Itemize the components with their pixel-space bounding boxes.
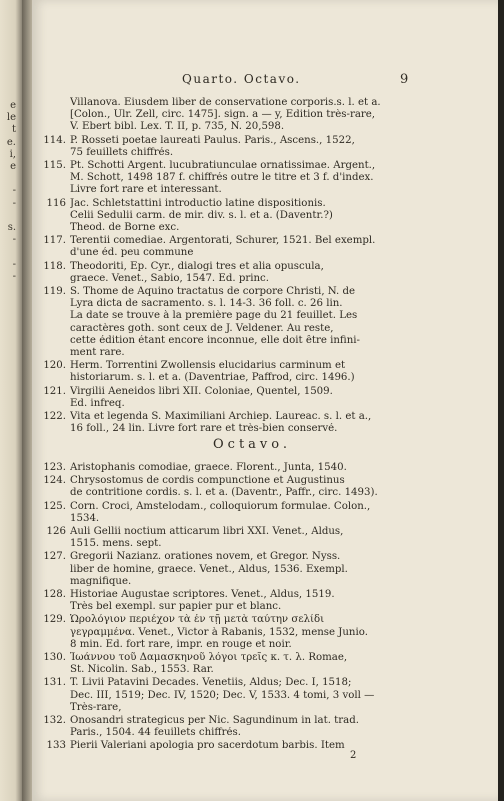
entry-text-line: Theodoriti, Ep. Cyr., dialogi tres et alia opuscula, bbox=[70, 260, 324, 272]
entry-text-line: de contritione cordis. s. l. et a. (Daventr., Paffr., circ. 1493). bbox=[70, 487, 378, 499]
entry-text-line: Terentii comediae. Argentorati, Schurer, 1521. Bel exempl. bbox=[70, 235, 376, 247]
entry-number: 125. bbox=[43, 500, 66, 512]
catalog-entry bbox=[32, 235, 472, 259]
entry-text-line: Lyra dicta de sacramento. s. l. 14-3. 36 foll. c. 26 lin. bbox=[70, 298, 343, 310]
entry-text-line: T. Livii Patavini Decades. Venetiis, Aldus; Dec. I, 1518; bbox=[70, 677, 352, 689]
entry-text-line: cette édition étant encore inconnue, elle doit être infini- bbox=[70, 334, 360, 346]
entry-number: 128. bbox=[43, 589, 66, 601]
entry-number: 124. bbox=[43, 475, 66, 487]
section-heading-octavo: Octavo. bbox=[213, 437, 291, 452]
facing-page-fragment: e. bbox=[6, 136, 16, 148]
entry-text-line: Très bel exempl. sur papier pur et blanc. bbox=[70, 601, 282, 613]
entry-text-line: S. Thome de Aquino tractatus de corpore Christi, N. de bbox=[70, 286, 356, 298]
entry-text-line: Dec. III, 1519; Dec. IV, 1520; Dec. V, 1533. 4 tomi, 3 voll — bbox=[70, 689, 375, 701]
entry-text-line: Theod. de Borne exc. bbox=[70, 222, 180, 234]
entry-text-line: Vita et legenda S. Maximiliani Archiep. Laureac. s. l. et a., bbox=[70, 411, 372, 423]
entry-text-line: Villanova. Eiusdem liber de conservatione corporis.s. l. et a. bbox=[70, 97, 381, 108]
entry-text-line: γεγραμμένα. Venet., Victor à Rabanis, 1532, mense Junio. bbox=[70, 626, 368, 638]
entry-number: 117. bbox=[43, 235, 66, 247]
entry-text-line: 8 min. Ed. fort rare, impr. en rouge et noir. bbox=[70, 638, 292, 650]
entry-text-line: Très-rare, bbox=[70, 701, 122, 713]
catalog-entry bbox=[32, 160, 472, 197]
entry-text-line: Auli Gellii noctium atticarum libri XXI. Venet., Aldus, bbox=[70, 526, 344, 538]
signature-mark: 2 bbox=[350, 750, 357, 761]
entry-text-line: [Colon., Ulr. Zell, circ. 1475]. sign. a — y, Edition très-rare, bbox=[70, 109, 376, 121]
catalog-page bbox=[32, 0, 498, 801]
catalog-entry bbox=[32, 740, 472, 752]
facing-page-fragment: le bbox=[6, 112, 16, 124]
entry-text-line: Jac. Schletstattini introductio latine dispositionis. bbox=[70, 197, 326, 209]
entry-number: 123. bbox=[43, 462, 66, 473]
entry-text-line: ment rare. bbox=[70, 347, 125, 359]
catalog-entry bbox=[32, 135, 472, 159]
facing-page-fragment: - bbox=[12, 197, 16, 209]
quarto-entry-list bbox=[32, 97, 472, 436]
octavo-entry-list bbox=[32, 462, 472, 754]
entry-text-line: Historiae Augustae scriptores. Venet., Aldus, 1519. bbox=[70, 589, 335, 601]
entry-text-line: Ἰωάννου τοῦ Δαμασκηνοῦ λόγοι τρεῖς κ. τ. λ. Romae, bbox=[70, 652, 348, 664]
catalog-entry bbox=[32, 360, 472, 384]
catalog-entry bbox=[32, 386, 472, 410]
book-gutter bbox=[22, 0, 32, 801]
catalog-entry bbox=[32, 526, 472, 550]
entry-text-line: 75 feuillets chiffrés. bbox=[70, 146, 174, 158]
facing-page-fragment: - bbox=[12, 234, 16, 246]
entry-number: 131. bbox=[43, 677, 66, 689]
catalog-entry bbox=[32, 462, 472, 474]
catalog-entry bbox=[32, 715, 472, 739]
entry-text-line: La date se trouve à la première page du 21 feuillet. Les bbox=[70, 310, 358, 322]
entry-text-line: V. Ebert bibl. Lex. T. II, p. 735, N. 20,598. bbox=[70, 121, 285, 133]
facing-page-fragment: e bbox=[10, 100, 16, 111]
entry-text-line: Herm. Torrentini Zwollensis elucidarius carminum et bbox=[70, 360, 346, 372]
scan-edge bbox=[498, 0, 504, 801]
catalog-entry bbox=[32, 286, 472, 359]
entry-text-line: Pierii Valeriani apologia pro sacerdotum barbis. Item bbox=[70, 740, 345, 752]
facing-page-fragment: e bbox=[10, 161, 16, 172]
entry-text-line: 1534. bbox=[70, 512, 100, 524]
running-title: Quarto. Octavo. bbox=[182, 72, 301, 86]
catalog-entry bbox=[32, 411, 472, 435]
entry-number: 133 bbox=[46, 740, 66, 752]
entry-text-line: Aristophanis comodiae, graece. Florent., Junta, 1540. bbox=[70, 462, 347, 473]
entry-number: 115. bbox=[43, 160, 66, 172]
entry-text-line: Ὡρολόγιον περιέχον τὰ ἐν τῇ μετὰ ταύτην σελίδι bbox=[70, 614, 325, 626]
entry-number: 129. bbox=[43, 614, 66, 626]
entry-text-line: liber de homine, graece. Venet., Aldus, 1536. Exempl. bbox=[70, 563, 348, 575]
catalog-entry bbox=[32, 261, 472, 285]
entry-text-line: P. Rosseti poetae laureati Paulus. Paris., Ascens., 1522, bbox=[70, 134, 355, 146]
entry-text-line: 1515. mens. sept. bbox=[70, 538, 162, 550]
page-number: 9 bbox=[400, 72, 410, 87]
entry-text-line: caractères goth. sont ceux de J. Veldener. Au reste, bbox=[70, 322, 334, 334]
entry-text-line: Paris., 1504. 44 feuillets chiffrés. bbox=[70, 727, 241, 739]
entry-text-line: St. Nicolin. Sab., 1553. Rar. bbox=[70, 664, 214, 676]
entry-text-line: Livre fort rare et interessant. bbox=[70, 184, 222, 196]
facing-page-fragment: t bbox=[11, 124, 16, 136]
entry-number: 116 bbox=[46, 197, 66, 209]
running-header bbox=[32, 72, 472, 88]
catalog-entry bbox=[32, 475, 472, 499]
facing-page-edge bbox=[0, 0, 22, 801]
facing-page-fragment: - bbox=[12, 270, 16, 282]
facing-page-fragment: s. bbox=[7, 222, 16, 233]
facing-page-fragment: - bbox=[12, 185, 16, 197]
entry-text-line: Pt. Schotti Argent. lucubratiunculae ornatissimae. Argent., bbox=[70, 160, 376, 172]
entry-number: 122. bbox=[43, 411, 66, 423]
entry-number: 121. bbox=[43, 385, 66, 397]
entry-number: 126 bbox=[46, 526, 66, 538]
entry-number: 114. bbox=[43, 134, 66, 146]
catalog-entry bbox=[32, 551, 472, 588]
entry-number: 130. bbox=[43, 652, 66, 664]
entry-text-line: d'une éd. peu commune bbox=[70, 247, 194, 259]
catalog-entry bbox=[32, 97, 472, 134]
entry-number: 127. bbox=[43, 551, 66, 563]
entry-text-line: 16 foll., 24 lin. Livre fort rare et très-bien conservé. bbox=[70, 423, 338, 435]
catalog-entry bbox=[32, 614, 472, 651]
entry-text-line: Virgilii Aeneidos libri XII. Coloniae, Quentel, 1509. bbox=[70, 385, 333, 397]
entry-text-line: magnifique. bbox=[70, 575, 132, 587]
catalog-entry bbox=[32, 589, 472, 613]
catalog-entry bbox=[32, 677, 472, 714]
catalog-entry bbox=[32, 652, 472, 676]
entry-number: 120. bbox=[43, 360, 66, 372]
entry-text-line: Corn. Croci, Amstelodam., colloquiorum formulae. Colon., bbox=[70, 500, 371, 512]
entry-number: 132. bbox=[43, 715, 66, 727]
entry-text-line: historiarum. s. l. et a. (Daventriae, Paffrod, circ. 1496.) bbox=[70, 372, 355, 384]
entry-text-line: Ed. infreq. bbox=[70, 397, 125, 409]
entry-number: 119. bbox=[43, 286, 66, 298]
entry-text-line: Onosandri strategicus per Nic. Sagundinum in lat. trad. bbox=[70, 715, 359, 727]
catalog-entry bbox=[32, 501, 472, 525]
facing-page-fragment: i, bbox=[9, 148, 16, 160]
entry-text-line: Celii Sedulii carm. de mir. div. s. l. et a. (Daventr.?) bbox=[70, 209, 333, 221]
entry-text-line: Gregorii Nazianz. orationes novem, et Gregor. Nyss. bbox=[70, 551, 341, 563]
entry-text-line: M. Schott, 1498 187 f. chiffrés outre le titre et 3 f. d'index. bbox=[70, 172, 374, 184]
entry-text-line: Chrysostomus de cordis compunctione et Augustinus bbox=[70, 475, 345, 487]
catalog-entry bbox=[32, 198, 472, 235]
facing-page-fragment: - bbox=[12, 258, 16, 270]
entry-number: 118. bbox=[43, 260, 66, 272]
entry-text-line: graece. Venet., Sabio, 1547. Ed. princ. bbox=[70, 272, 269, 284]
